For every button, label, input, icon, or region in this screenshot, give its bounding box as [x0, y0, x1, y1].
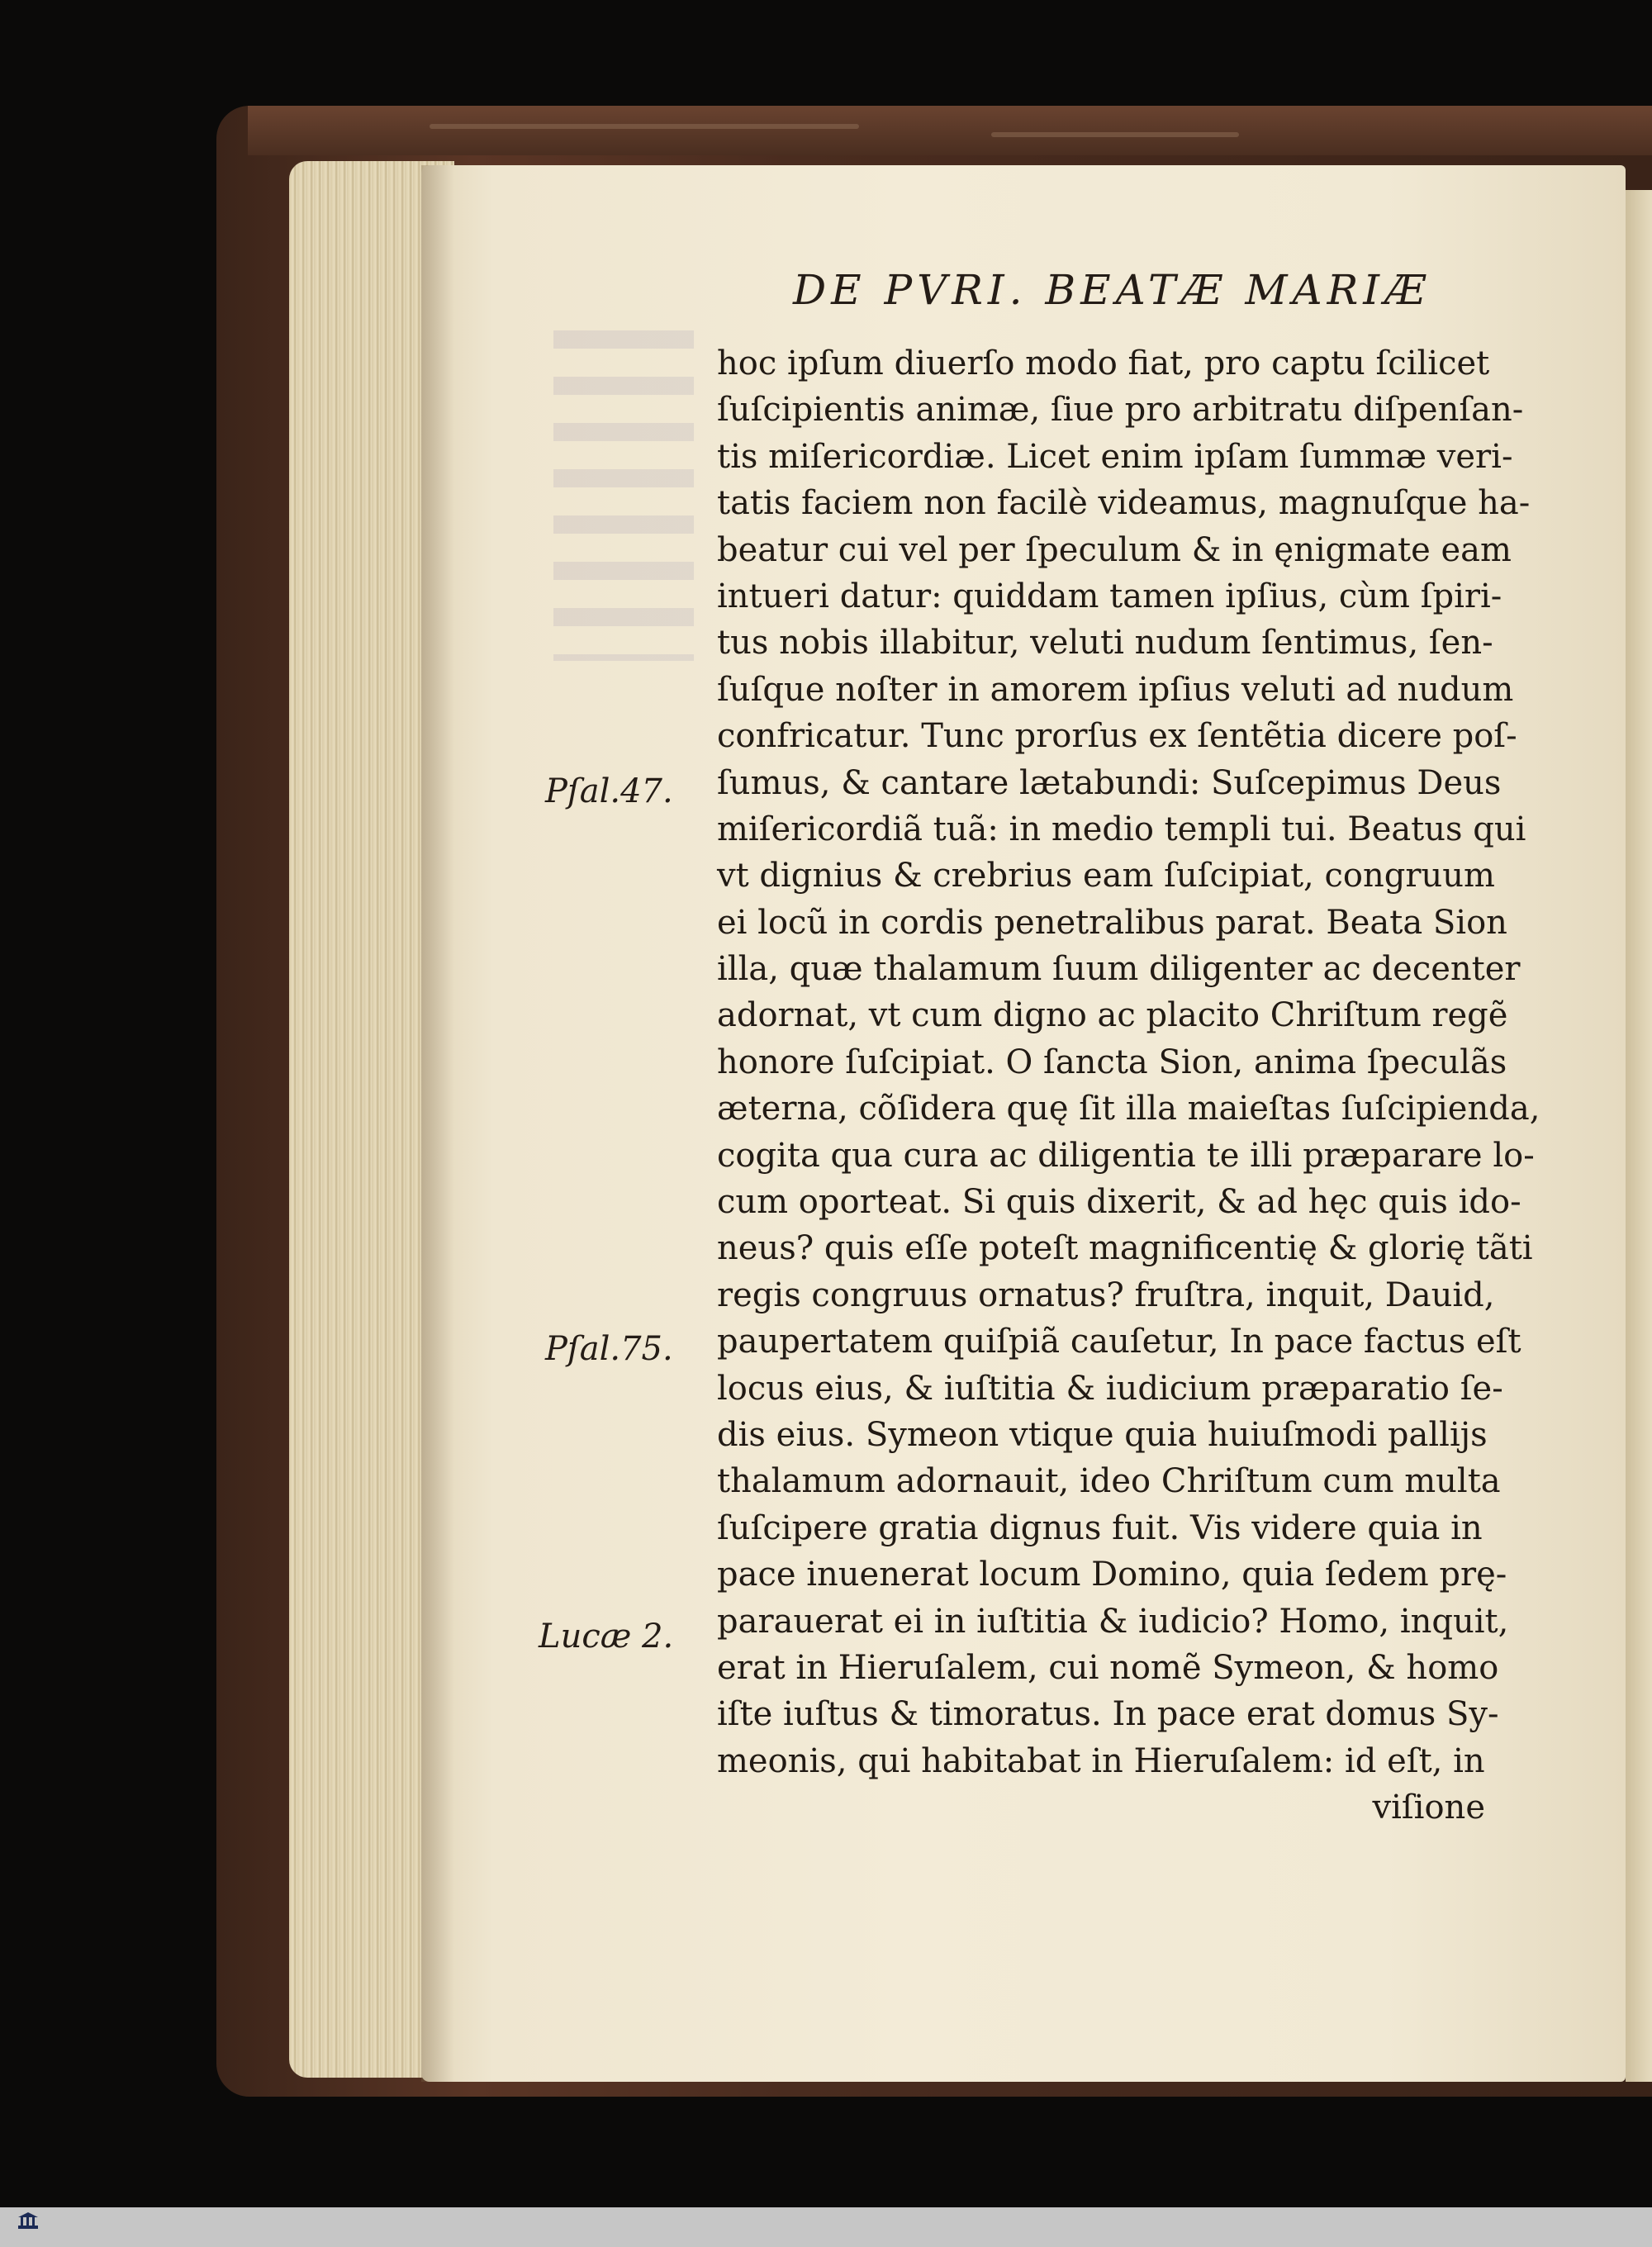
margin-note-luke-2: Lucæ 2. — [539, 1618, 674, 1656]
text-line: parauerat ei in iuſtitia & iudicio? Homo, inquit, — [717, 1602, 1509, 1641]
margin-note-psalm-75: Pſal.75. — [545, 1330, 673, 1368]
facing-page-edge — [1626, 190, 1652, 2082]
running-title: DE PVRI. BEATÆ MARIÆ — [793, 266, 1431, 314]
text-line: pace inuenerat locum Domino, quia ſedem prę- — [717, 1556, 1507, 1594]
text-line: ſuſcipere gratia dignus fuit. Vis videre quia in — [717, 1508, 1483, 1547]
text-line: honore ſuſcipiat. O ſancta Sion, anima ſpeculãs — [717, 1043, 1507, 1081]
text-line: meonis, qui habitabat in Hieruſalem: id eſt, in — [717, 1741, 1485, 1780]
library-logo-mark — [17, 2212, 40, 2230]
text-line: tis miſericordiæ. Licet enim ipſam ſummæ veri- — [717, 437, 1513, 476]
binding-wear-mark — [430, 124, 859, 129]
text-line: tatis faciem non facilè videamus, magnuſque ha- — [717, 484, 1531, 523]
text-line: locus eius, & iuſtitia & iudicium præparatio ſe- — [717, 1369, 1503, 1408]
text-line: vt dignius & crebrius eam ſuſcipiat, congruum — [717, 857, 1495, 895]
text-line: cogita qua cura ac diligentia te illi præparare lo- — [717, 1136, 1535, 1175]
text-line: dis eius. Symeon vtique quia huiuſmodi pallijs — [717, 1415, 1488, 1454]
text-line: regis congruus ornatus? fruſtra, inquit, Dauid, — [717, 1276, 1495, 1314]
binding-top-edge — [248, 106, 1652, 155]
margin-note-psalm-47: Pſal.47. — [545, 772, 673, 810]
text-line: beatur cui vel per ſpeculum & in ęnigmate eam — [717, 530, 1512, 569]
text-line: ſuſque noſter in amorem ipſius veluti ad nudum — [717, 670, 1514, 709]
text-line: thalamum adornauit, ideo Chriſtum cum multa — [717, 1462, 1501, 1501]
text-line: intueri datur: quiddam tamen ipſius, cùm ſpiri- — [717, 577, 1502, 615]
library-logo-icon — [12, 2212, 45, 2245]
text-line: æterna, cõſidera quę ſit illa maieſtas ſuſcipienda, — [717, 1090, 1540, 1128]
gutter-shadow — [421, 165, 454, 2082]
text-line: cum oporteat. Si quis dixerit, & ad hęc quis ido- — [717, 1183, 1521, 1222]
body-text — [717, 340, 1551, 1831]
text-line: tus nobis illabitur, veluti nudum ſentimus, ſen- — [717, 624, 1493, 663]
text-line: iſte iuſtus & timoratus. In pace erat domus Sy- — [717, 1695, 1499, 1734]
text-line: neus? quis eſſe poteſt magnificentię & glorię tãti — [717, 1229, 1533, 1268]
catchword: viſione — [1372, 1789, 1485, 1827]
text-line: ei locũ in cordis penetralibus parat. Beata Sion — [717, 903, 1507, 942]
text-line: adornat, vt cum digno ac placito Chriſtum regẽ — [717, 996, 1508, 1035]
text-line: miſericordiã tuã: in medio templi tui. Beatus qui — [717, 810, 1526, 848]
binding-wear-mark — [991, 132, 1239, 137]
text-line: ſumus, & cantare lætabundi: Suſcepimus Deus — [717, 763, 1502, 802]
viewer-footer-bar — [0, 2207, 1652, 2247]
show-through-text — [553, 330, 694, 661]
text-line: ſuſcipientis animæ, ſiue pro arbitratu diſpenſan- — [717, 391, 1524, 430]
text-line: illa, quæ thalamum ſuum diligenter ac decenter — [717, 950, 1521, 989]
text-line: paupertatem quiſpiã cauſetur, In pace factus eſt — [717, 1323, 1521, 1361]
text-line: erat in Hieruſalem, cui nomẽ Symeon, & homo — [717, 1648, 1499, 1687]
text-line: hoc ipſum diuerſo modo fiat, pro captu ſcilicet — [717, 344, 1490, 382]
text-line: confricatur. Tunc prorſus ex ſentẽtia dicere poſ- — [717, 717, 1517, 756]
